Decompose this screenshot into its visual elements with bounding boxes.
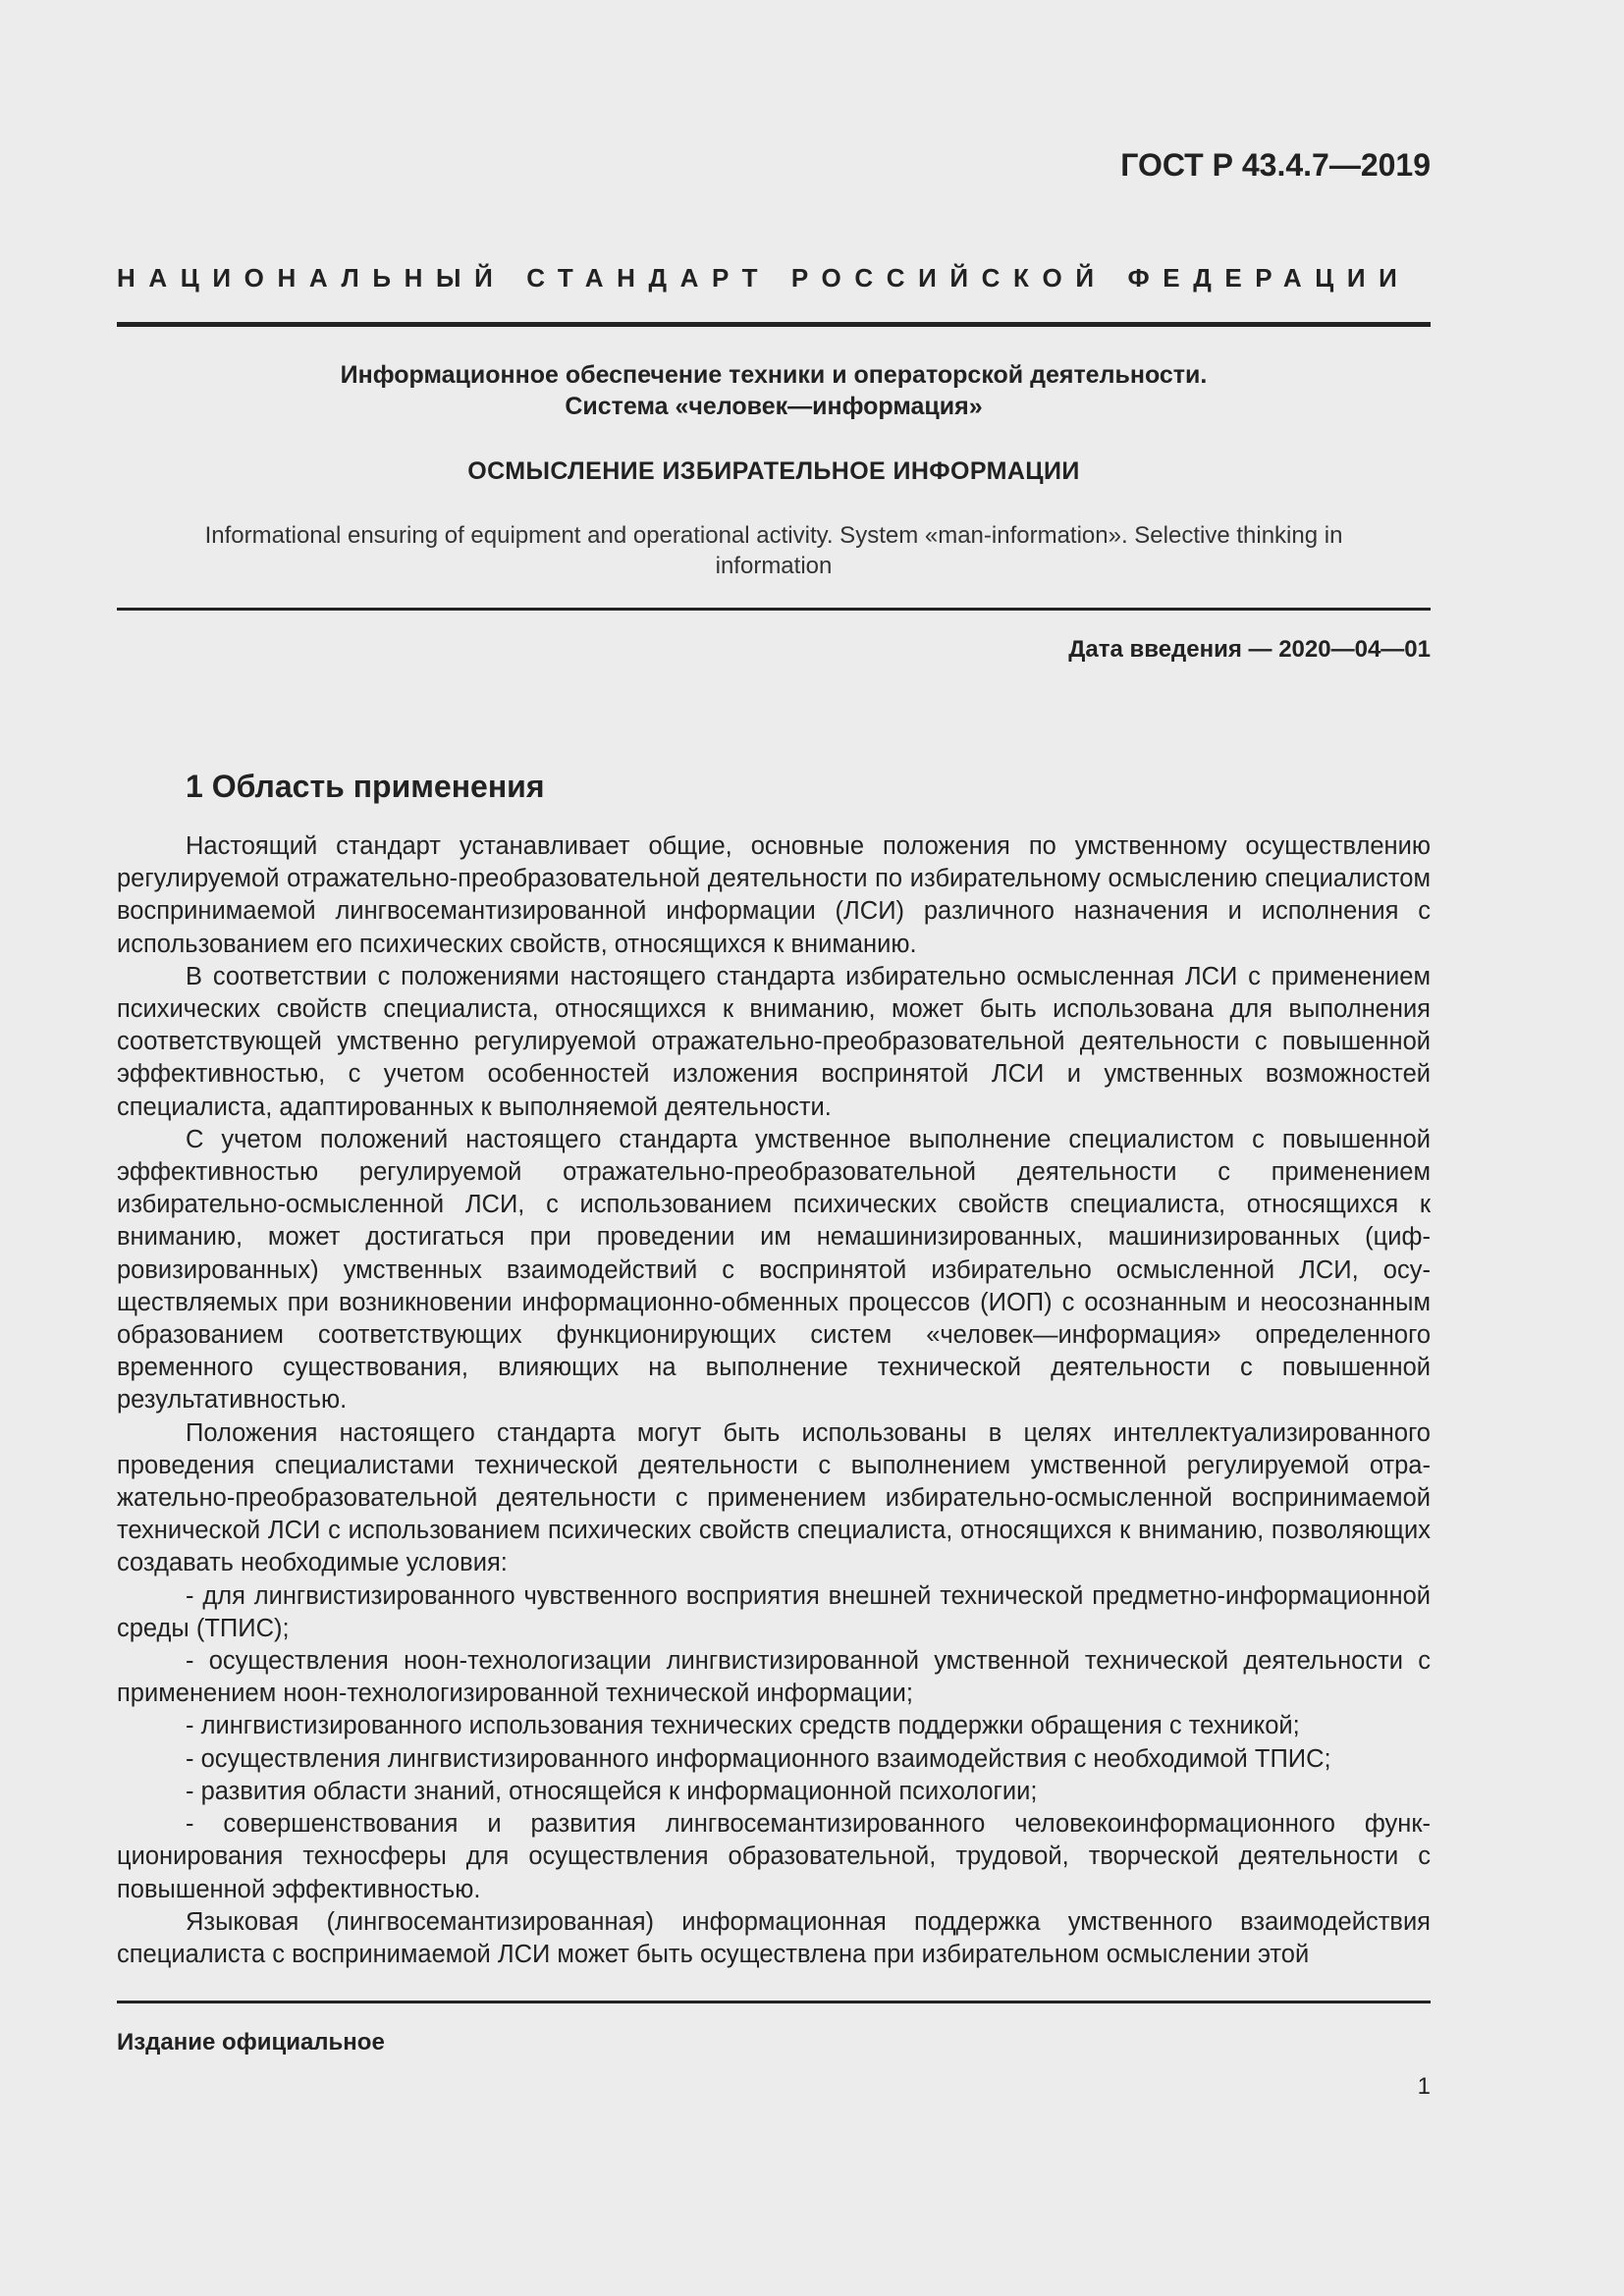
document-code: ГОСТ Р 43.4.7—2019 bbox=[1120, 147, 1431, 183]
title-ru-subtitle: ОСМЫСЛЕНИЕ ИЗБИРАТЕЛЬНОЕ ИНФОРМАЦИИ bbox=[467, 457, 1080, 485]
title-ru-line1: Информационное обеспечение техники и операторской деятельности. bbox=[340, 361, 1208, 389]
paragraph: С учетом положений настоящего стандарта умственное выполнение специалистом с повышенной эффективностью регулируемой отражательно-преобразовательной деятельности с применением избирательно-осмысленной ЛСИ, с использованием психических свойств специалиста, относящихся к вниманию, может достигаться при проведении им немашинизированных, машинизированных (цифровизированных) умственных взаимодействий с воспринятой избирательно осмысленной ЛСИ, осуществляемых при возникновении информационно-обменных процессов (ИОП) с осознанным и неосознанным образованием соответствующих функционирующих систем «человек—информация» определенного временного существования, влияющих на выполнение технической деятельности с повышенной результативностью. bbox=[117, 1125, 1431, 1415]
title-ru-line2: Система «человек—информация» bbox=[565, 393, 983, 420]
national-standard-label: НАЦИОНАЛЬНЫЙ СТАНДАРТ РОССИЙСКОЙ ФЕДЕРАЦИИ bbox=[117, 263, 1411, 293]
section-body bbox=[117, 830, 1431, 1971]
title-ru bbox=[117, 359, 1431, 422]
page-number: 1 bbox=[1417, 2073, 1431, 2100]
list-item: - лингвистизированного использования технических средств поддержки обращения с техникой; bbox=[186, 1712, 1300, 1740]
official-edition-note: Издание официальное bbox=[117, 2029, 385, 2056]
introduction-date: Дата введения — 2020—04—01 bbox=[1068, 636, 1431, 663]
paragraph: В соответствии с положениями настоящего стандарта избирательно осмысленная ЛСИ с применением психических свойств специалиста, относящихся к вниманию, может быть использована для выполнения соответствующей умственно регулируемой отражательно-преобразовательной деятельности с повышенной эффективностью, с учетом особенностей изложения воспринятой ЛСИ и умственных возможностей специалиста, адаптированных к выполняемой деятельности. bbox=[117, 962, 1431, 1121]
footer-divider bbox=[117, 2001, 1431, 2003]
list-item: - совершенствования и развития лингвосемантизированного человекоинформационного функционирования техносферы для осуществления образовательной, трудовой, творческой деятельности с повышенной эффективностью. bbox=[117, 1810, 1431, 1903]
title-en: Informational ensuring of equipment and operational activity. System «man-information». Selective thinking in information bbox=[204, 522, 1343, 579]
paragraph: Языковая (лингвосемантизированная) информационная поддержка умственного взаимодействия специалиста с воспринимаемой ЛСИ может быть осуществлена при избирательном осмыслении этой bbox=[117, 1907, 1431, 1968]
header-divider bbox=[117, 322, 1431, 327]
list-item: - осуществления лингвистизированного информационного взаимодействия с необходимой ТПИС; bbox=[186, 1744, 1331, 1773]
list-item: - для лингвистизированного чувственного восприятия внешней технической предметно-информационной среды (ТПИС); bbox=[117, 1581, 1431, 1642]
list-item: - осуществления ноон-технологизации лингвистизированной умственной технической деятельности с применением ноон-технологизированной технической информации; bbox=[117, 1647, 1431, 1708]
paragraph: Настоящий стандарт устанавливает общие, основные положения по умственному осуществлению регулируемой отражательно-преобразовательной деятельности по избирательному осмыслению специалистом воспринимаемой лингвосемантизированной информации (ЛСИ) различного назначения и исполнения с использованием его психических свойств, относящихся к вниманию. bbox=[117, 832, 1431, 958]
title-divider bbox=[117, 608, 1431, 611]
list-item: - развития области знаний, относящейся к информационной психологии; bbox=[186, 1777, 1038, 1805]
paragraph: Положения настоящего стандарта могут быть использованы в целях интеллектуализированного проведения специалистами технической деятельности с выполнением умственной регулируемой отражательно-преобразовательной деятельности с применением избирательно-осмысленной воспринимаемой технической ЛСИ с использованием психических свойств специалиста, относящихся к вниманию, позволяющих создавать необходимые условия: bbox=[117, 1418, 1431, 1577]
section-heading: 1 Область применения bbox=[186, 769, 545, 804]
